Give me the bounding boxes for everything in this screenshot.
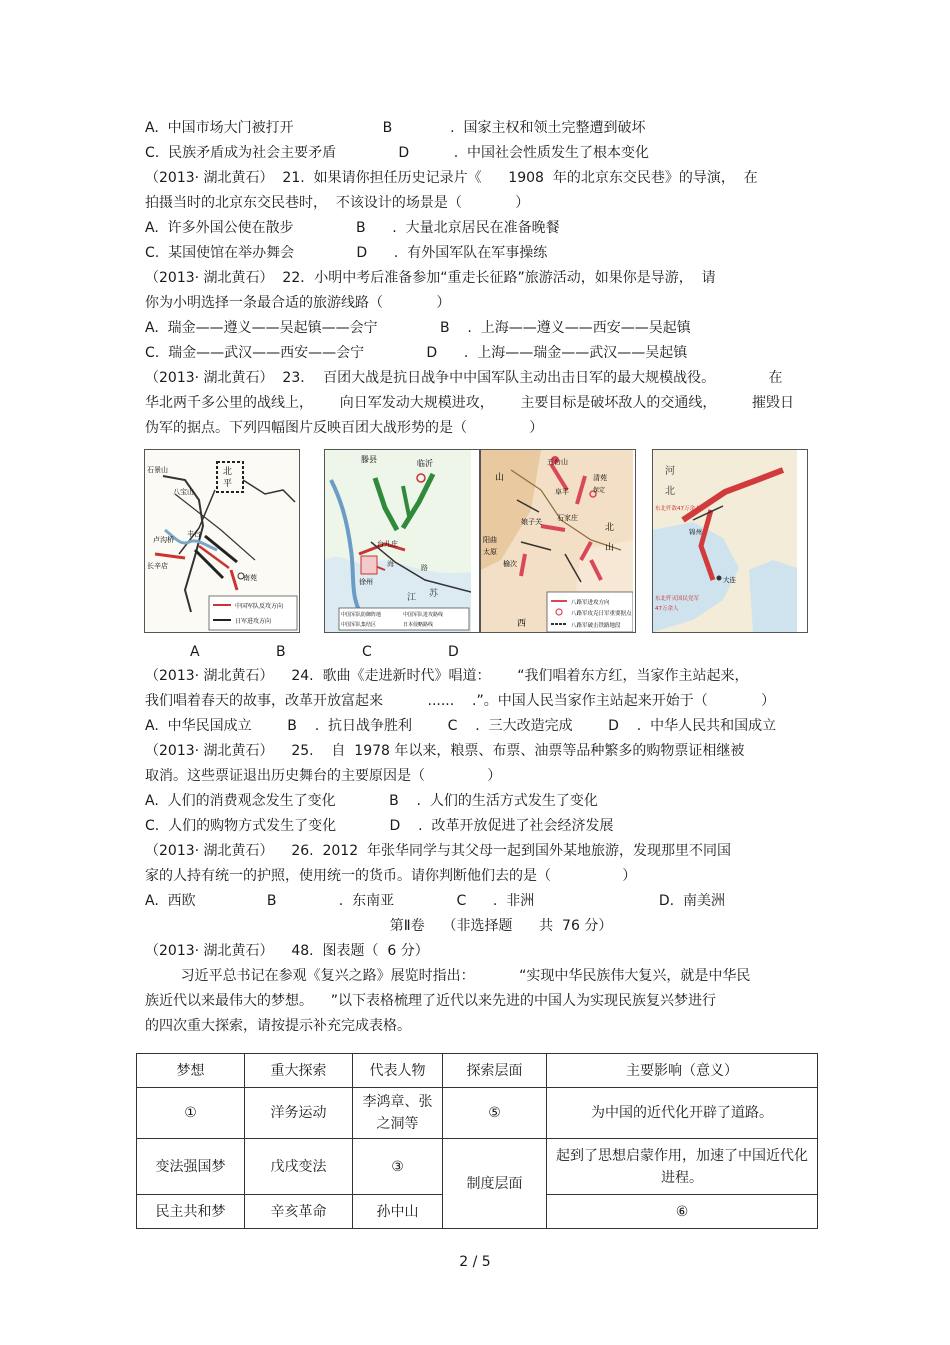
map-d [652, 449, 808, 633]
map-a-legend-1: 中国军队反攻方向 [235, 603, 284, 610]
map-c-label-fuping: 阜平 [555, 488, 569, 496]
map-label-a: A [190, 644, 200, 660]
map-b-legend-1: 中国军队防御阵地 [341, 612, 382, 618]
map-c-legend-1: 八路军进攻方向 [571, 600, 610, 606]
table-header-cell: 探索层面 [443, 1054, 547, 1088]
map-a-label-babaoshan: 八宝山 [173, 488, 194, 496]
map-d-label-northeast: 东北歼敌47万余人 [655, 506, 701, 512]
map-d-label-count: 47万余人 [655, 606, 679, 612]
map-c-label-xi: 西 [517, 619, 527, 629]
map-label-d: D [448, 644, 459, 660]
table-cell: 孙中山 [353, 1195, 443, 1229]
map-c-label-shijiazhuang: 石家庄 [557, 514, 578, 522]
table-cell: ① [137, 1088, 245, 1139]
q25-options-cd: C. 人们的购物方式发生了变化 D . 改革开放促进了社会经济发展 [145, 818, 614, 834]
map-a-legend-2: 日军进攻方向 [235, 618, 272, 625]
map-c-label-shan2: 山 [605, 543, 615, 553]
map-c-label-bei: 北 [605, 523, 615, 533]
q48-paragraph-3: 的四次重大探索，请按提示补充完成表格。 [145, 1018, 411, 1034]
table-header-cell: 梦想 [137, 1054, 245, 1088]
map-d-label-annihilate: 东北歼灭国民党军 [655, 596, 700, 602]
q22-options-ab: A. 瑞金——遵义——吴起镇——会宁 B . 上海——遵义——西安——吴起镇 [145, 320, 691, 336]
q22-stem-2: 你为小明选择一条最合适的旅游线路（ ） [145, 295, 451, 311]
map-d-label-bei: 北 [665, 486, 675, 497]
q22-stem: （2013· 湖北黄石） 22．小明中考后准备参加“重走长征路”旅游活动，如果你是导游， 请 [145, 270, 716, 286]
q20-options-ab: A. 中国市场大门被打开 B . 国家主权和领土完整遭到破坏 [145, 120, 646, 136]
table-cell: 李鸿章、张之洞等 [353, 1088, 443, 1139]
map-c-label-qingyuan: 清苑 [593, 474, 607, 482]
table-row [137, 1139, 818, 1195]
map-b-label-su: 苏 [429, 589, 439, 599]
map-b-legend-4: 日本侵略路线 [403, 622, 434, 628]
q23-stem-3: 伪军的据点。下列四幅图片反映百团大战形势的是（ ） [145, 420, 544, 436]
map-a-label-fengtai: 丰台 [187, 530, 201, 538]
q21-options-cd: C. 某国使馆在举办舞会 D . 有外国军队在军事操练 [145, 245, 548, 261]
table-cell: 制度层面 [443, 1139, 547, 1229]
q26-stem: （2013· 湖北黄石） 26. 2012 年张华同学与其父母一起到国外某地旅游，发现那里不同国 [145, 843, 732, 859]
q22-options-cd: C. 瑞金——武汉——西安——会宁 D . 上海——瑞金——武汉——吴起镇 [145, 345, 688, 361]
q23-stem: （2013· 湖北黄石） 23． 百团大战是抗日战争中中国军队主动出击日军的最大规模战役。 在 [145, 370, 783, 386]
map-b-label-linyi: 临沂 [417, 459, 433, 468]
q21-stem: （2013· 湖北黄石） 21. 如果请你担任历史记录片《 1908 年的北京东交民巷》的导演， 在 [145, 170, 758, 186]
q48-paragraph-2: 族近代以来最伟大的梦想。 ”以下表格梳理了近代以来先进的中国人为实现民族复兴梦进行 [145, 993, 717, 1009]
map-b [324, 449, 480, 633]
table-header-cell: 代表人物 [353, 1054, 443, 1088]
table-header-cell: 主要影响（意义） [547, 1054, 818, 1088]
exploration-table [136, 1053, 818, 1229]
map-b-legend-2: 中国军队进攻路线 [403, 612, 444, 618]
map-c-label-yuci: 榆次 [503, 560, 517, 568]
map-label-b: B [276, 644, 286, 660]
table-cell: 戊戌变法 [245, 1139, 353, 1195]
map-c [480, 449, 636, 633]
q25-stem: （2013· 湖北黄石） 25. 自 1978 年以来，粮票、布票、油票等品种繁多的购物票证相继被 [145, 743, 745, 759]
table-cell: 起到了思想启蒙作用，加速了中国近代化进程。 [547, 1139, 818, 1195]
map-b-label-xuzhou: 徐州 [359, 578, 373, 586]
table-cell: ⑤ [443, 1088, 547, 1139]
map-b-label-tengxian: 滕县 [361, 455, 377, 464]
q24-stem-2: 我们唱着春天的故事，改革开放富起来 ...... .”。中国人民当家作主站起来开始于（ ） [145, 693, 776, 709]
map-c-label-yangqu: 阳曲 [483, 536, 497, 544]
map-d-label-jinzhou: 锦州 [689, 528, 702, 536]
q24-options: A. 中华民国成立 B . 抗日战争胜利 C . 三大改造完成 D . 中华人民共和国成立 [145, 718, 777, 734]
q23-stem-2: 华北两千多公里的战线上， 向日军发动大规模进攻， 主要目标是破坏敌人的交通线， 摧毁日 [145, 395, 795, 411]
q26-stem-2: 家的人持有统一的护照，使用统一的货币。请你判断他们去的是（ ） [145, 868, 637, 884]
q24-stem: （2013· 湖北黄石） 24. 歌曲《走进新时代》唱道： “我们唱着东方红，当家作主站起来， [145, 668, 749, 684]
q26-options: A. 西欧 B . 东南亚 C . 非洲 D. 南美洲 [145, 893, 726, 909]
map-a-label-lugouqiao: 卢沟桥 [153, 536, 174, 544]
map-b-label-jiang: 江 [407, 593, 417, 603]
map-c-label-niangziguan: 娘子关 [521, 518, 542, 526]
map-b-legend-3: 中国军队集结区 [341, 622, 377, 628]
map-label-c: C [362, 644, 372, 660]
map-b-label-taierzhuang: 台儿庄 [377, 540, 398, 548]
q25-options-ab: A. 人们的消费观念发生了变化 B . 人们的生活方式发生了变化 [145, 793, 598, 809]
table-cell: 辛亥革命 [245, 1195, 353, 1229]
map-d-label-dalian: 大连 [723, 576, 736, 584]
map-a-label-shijingshan: 石景山 [147, 466, 168, 474]
table-cell: ③ [353, 1139, 443, 1195]
table-cell: 民主共和梦 [137, 1195, 245, 1229]
map-c-label-wutaishan: 五台山 [547, 458, 568, 466]
q48-paragraph: 习近平总书记在参观《复兴之路》展览时指出： “实现中华民族伟大复兴，就是中华民 [145, 968, 751, 984]
section-2-heading: 第Ⅱ卷 （非选择题 共 76 分） [145, 918, 613, 934]
table-header-cell: 重大探索 [245, 1054, 353, 1088]
map-c-label-shan: 山 [495, 473, 505, 483]
map-a-label-bei: 北 [223, 467, 233, 477]
map-a [144, 449, 300, 633]
q20-options-cd: C. 民族矛盾成为社会主要矛盾 D . 中国社会性质发生了根本变化 [145, 145, 650, 161]
map-a-label-ping: 平 [223, 479, 233, 489]
map-c-legend-2: 八路军攻克日军重要据点 [571, 611, 632, 617]
page-number: 2 / 5 [459, 1254, 491, 1270]
table-cell: 变法强国梦 [137, 1139, 245, 1195]
map-c-legend-3: 八路军破击铁路地段 [571, 623, 621, 629]
table-cell: 为中国的近代化开辟了道路。 [547, 1088, 818, 1139]
map-a-label-nanyuan: 南苑 [243, 574, 257, 582]
map-b-label-hai: 海 [387, 560, 394, 568]
q21-stem-2: 拍摄当时的北京东交民巷时， 不该设计的场景是（ ） [145, 195, 530, 211]
q48-stem: （2013· 湖北黄石） 48. 图表题（ 6 分） [145, 943, 429, 959]
map-c-label-baoding: 保定 [593, 487, 606, 494]
map-a-label-changxindian: 长辛店 [147, 562, 168, 570]
q25-stem-2: 取消。这些票证退出历史舞台的主要原因是（ ） [145, 768, 502, 784]
map-b-label-lu: 路 [421, 564, 428, 572]
table-header-row [137, 1054, 818, 1088]
q21-options-ab: A. 许多外国公使在散步 B . 大量北京居民在准备晚餐 [145, 220, 560, 236]
map-d-label-he: 河 [665, 466, 675, 477]
table-cell: ⑥ [547, 1195, 818, 1229]
table-row [137, 1088, 818, 1139]
map-c-label-taiyuan: 太原 [483, 548, 497, 556]
table-cell: 洋务运动 [245, 1088, 353, 1139]
